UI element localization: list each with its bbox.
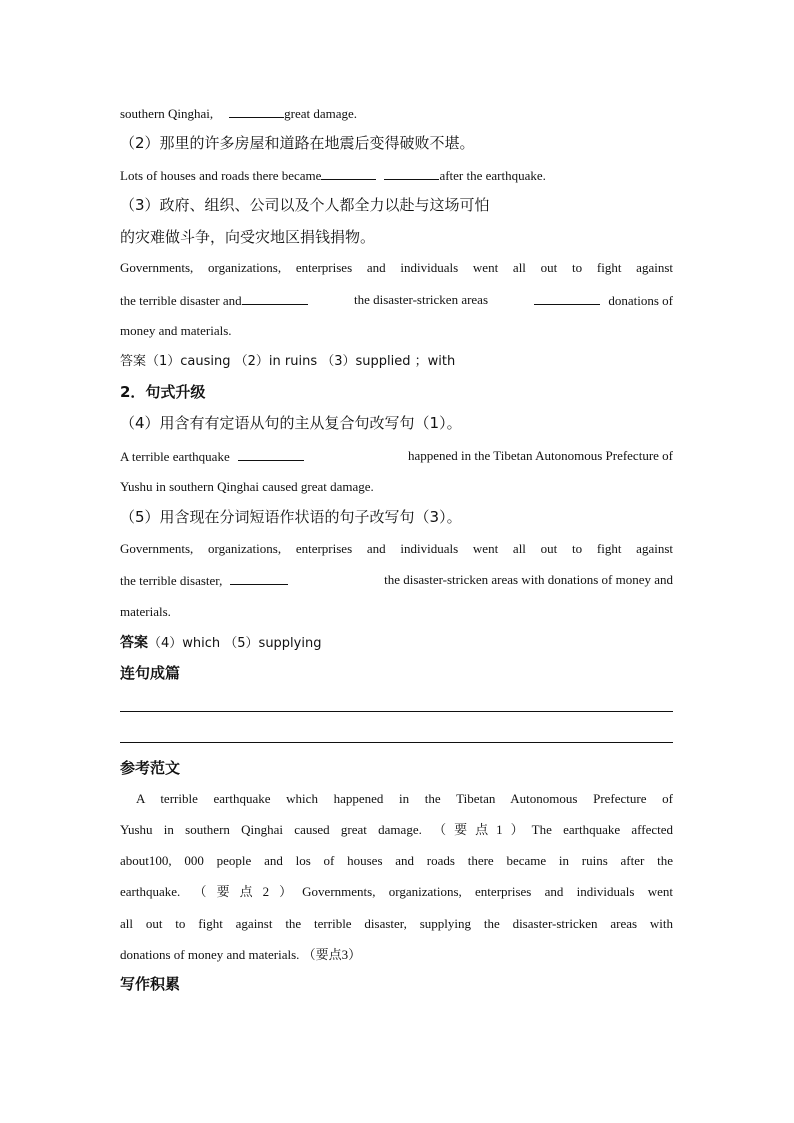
q4-en-1a: A terrible earthquake (120, 449, 230, 464)
section-4-title: 参考范文 (120, 759, 181, 777)
q5-english-2 (120, 571, 673, 590)
writing-line-1[interactable] (120, 711, 673, 712)
q5-english-3: materials. (120, 604, 171, 619)
q1-tail-after: great damage. (284, 106, 358, 121)
essay-line: A terrible earthquake which happened in the Tibetan Autonomous Prefecture of (136, 791, 673, 806)
section-3-title: 连句成篇 (120, 664, 181, 682)
q4-english-1 (120, 447, 673, 466)
answer-2-text: （4）which （5）supplying (148, 636, 322, 651)
q1-tail-line (120, 104, 673, 123)
q3-blank-1[interactable] (242, 291, 308, 305)
essay-line: Yushu in southern Qinghai caused great damage. （要点1）The earthquake affected (120, 822, 673, 837)
answer-2 (120, 634, 673, 653)
q2-en-before: Lots of houses and roads there became (120, 168, 322, 183)
q5-english-1: Governments, organizations, enterprises and individuals went all out to fight against (120, 541, 673, 556)
writing-line-2[interactable] (120, 742, 673, 743)
q1-blank[interactable] (229, 104, 284, 118)
q5-chinese: （5）用含现在分词短语作状语的句子改写句（3）。 (120, 508, 462, 526)
q3-en-2a: the terrible disaster and (120, 293, 242, 308)
q3-en-2c: donations of (608, 293, 673, 308)
q2-blank-2[interactable] (384, 166, 439, 180)
essay-line: donations of money and materials. （要点3） (120, 947, 362, 962)
q4-english-2: Yushu in southern Qinghai caused great damage. (120, 479, 374, 494)
q5-en-2a: the terrible disaster, (120, 573, 223, 588)
q1-tail-before: southern Qinghai, (120, 106, 214, 121)
section-2-title: 2．句式升级 (120, 383, 206, 401)
q5-blank[interactable] (230, 571, 288, 585)
q2-blank-1[interactable] (321, 166, 376, 180)
q3-english-2 (120, 291, 673, 310)
q3-chinese-2: 的灾难做斗争，向受灾地区捐钱捐物。 (120, 228, 376, 246)
q3-english-3: money and materials. (120, 323, 232, 338)
answer-2-label: 答案 (120, 635, 148, 651)
q5-en-2b: the disaster-stricken areas with donations of money and (384, 572, 673, 587)
q4-chinese: （4）用含有有定语从句的主从复合句改写句（1）。 (120, 414, 462, 432)
q3-blank-2[interactable] (534, 291, 600, 305)
essay-line: all out to fight against the terrible disaster, supplying the disaster-stricken areas with (120, 916, 673, 931)
q3-en-2b: the disaster-stricken areas (354, 292, 489, 307)
answer-1: 答案（1）causing （2）in ruins （3）supplied ；with (120, 354, 456, 369)
q2-english-line (120, 166, 673, 185)
q3-english-1: Governments, organizations, enterprises and individuals went all out to fight against (120, 260, 673, 275)
q4-en-1b: happened in the Tibetan Autonomous Prefecture of (407, 448, 673, 463)
section-5-title: 写作积累 (120, 975, 181, 993)
essay-line: earthquake. （要点2）Governments, organizations, enterprises and individuals went (120, 884, 673, 899)
q2-en-after: after the earthquake. (439, 168, 546, 183)
q2-chinese: （2）那里的许多房屋和道路在地震后变得破败不堪。 (120, 134, 475, 152)
q3-chinese-1: （3）政府、组织、公司以及个人都全力以赴与这场可怕 (120, 196, 490, 214)
q4-blank[interactable] (238, 447, 304, 461)
essay-line: about100, 000 people and los of houses and roads there became in ruins after the (120, 853, 673, 868)
